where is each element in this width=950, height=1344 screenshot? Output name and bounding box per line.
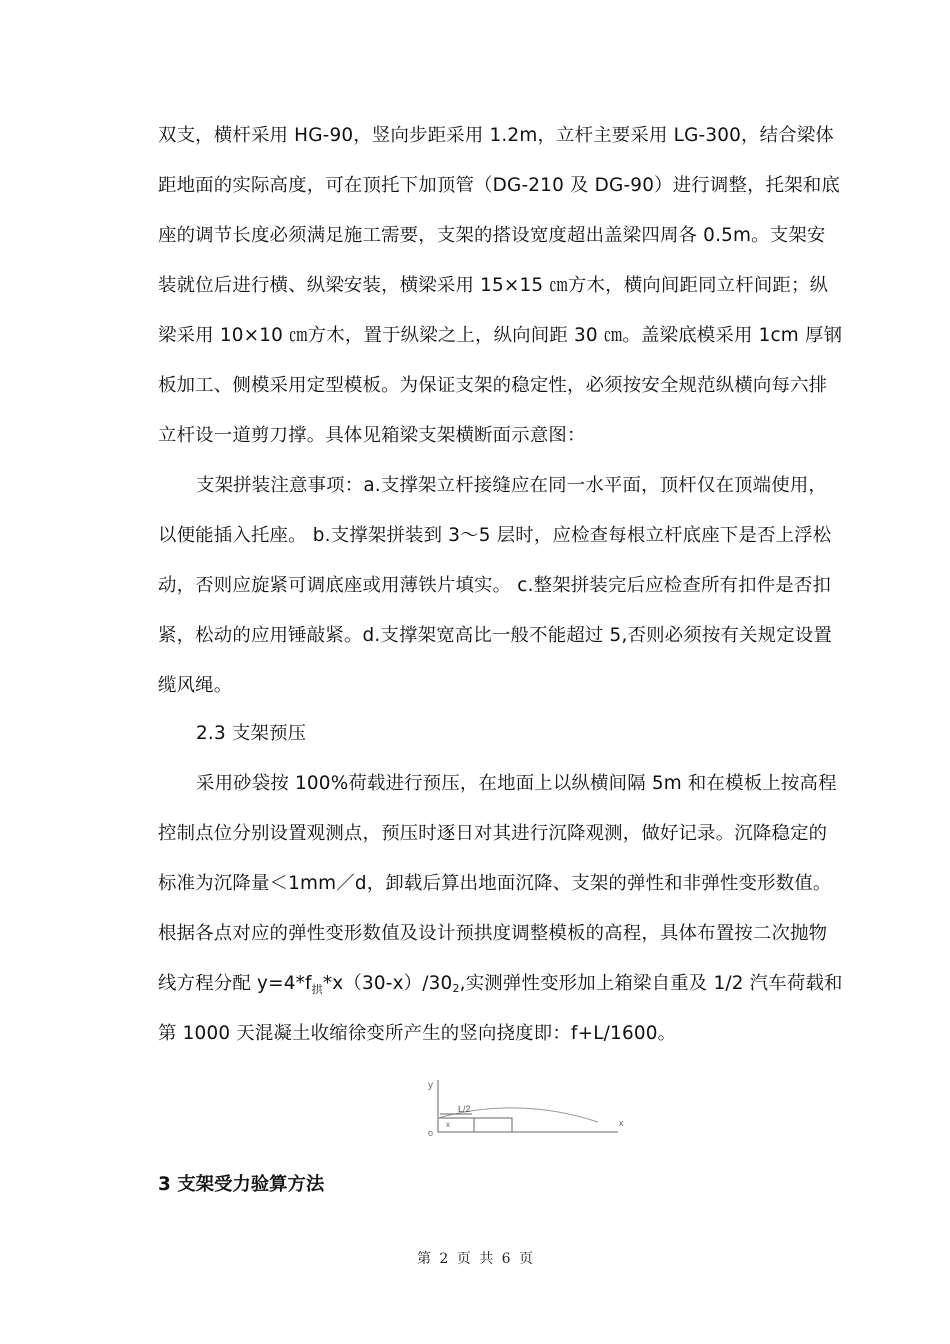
text-line: 双支，横杆采用 HG-90，竖向步距采用 1.2m，立杆主要采用 LG-300，结合梁体 [158, 125, 835, 146]
text-line: 采用砂袋按 100%荷载进行预压，在地面上以纵横间隔 5m 和在模板上按高程 [196, 773, 837, 794]
text-line: 立杆设一道剪刀撑。具体见箱梁支架横断面示意图： [158, 425, 586, 446]
x-axis-label: x [619, 1118, 624, 1128]
page-footer: 第 2 页 共 6 页 [416, 1251, 534, 1267]
parabola-diagram [418, 1074, 628, 1140]
formula-pre: 线方程分配 y=4*f [158, 973, 312, 994]
formula-subscript-2: 2 [452, 982, 460, 995]
text-line: 梁采用 10×10 ㎝方木，置于纵梁之上，纵向间距 30 ㎝。盖梁底模采用 1cm 厚钢 [158, 325, 843, 346]
text-line: 紧，松动的应用锤敲紧。d.支撑架宽高比一般不能超过 5,否则必须按有关规定设置 [158, 625, 832, 646]
origin-label: o [428, 1128, 434, 1138]
y-axis-label: y [428, 1080, 433, 1091]
formula-mid: *x（30-x）/30 [322, 973, 453, 994]
text-line: 控制点位分别设置观测点，预压时逐日对其进行沉降观测，做好记录。沉降稳定的 [158, 823, 828, 844]
text-line: 以便能插入托座。 b.支撑架拼装到 3～5 层时，应检查每根立杆底座下是否上浮松 [158, 525, 832, 546]
formula-subscript: 拱 [311, 983, 323, 996]
small-x-label: x [446, 1120, 450, 1129]
text-line: 第 1000 天混凝土收缩徐变所产生的竖向挠度即：f+L/1600。 [158, 1023, 677, 1044]
text-line: 标准为沉降量＜1mm／d，卸载后算出地面沉降、支架的弹性和非弹性变形数值。 [158, 873, 832, 894]
formula-post: ,实测弹性变形加上箱梁自重及 1/2 汽车荷载和 [459, 973, 843, 994]
support-box-1 [438, 1118, 474, 1132]
text-line: 动，否则应旋紧可调底座或用薄铁片填实。 c.整架拼装完后应检查所有扣件是否扣 [158, 575, 832, 596]
text-line: 座的调节长度必须满足施工需要，支架的搭设宽度超出盖梁四周各 0.5m。支架安 [158, 225, 826, 246]
text-line: 支架拼装注意事项：a.支撑架立杆接缝应在同一水平面，顶杆仅在顶端使用， [196, 475, 828, 496]
text-line: 装就位后进行横、纵梁安装，横梁采用 15×15 ㎝方木，横向间距同立杆间距；纵 [158, 275, 829, 296]
support-box-2 [474, 1118, 512, 1132]
text-line: 板加工、侧模采用定型模板。为保证支架的稳定性，必须按安全规范纵横向每六排 [158, 375, 828, 396]
text-line: 距地面的实际高度，可在顶托下加顶管（DG-210 及 DG-90）进行调整，托架和底 [158, 175, 841, 196]
text-line: 缆风绳。 [158, 675, 233, 696]
span-label: L/2 [458, 1104, 471, 1114]
text-line: 根据各点对应的弹性变形数值及设计预拱度调整模板的高程，具体布置按二次抛物 [158, 923, 828, 944]
formula-line [158, 972, 843, 1002]
section-heading-2-3: 2.3 支架预压 [196, 723, 307, 744]
section-heading-3: 3 支架受力验算方法 [158, 1174, 325, 1195]
